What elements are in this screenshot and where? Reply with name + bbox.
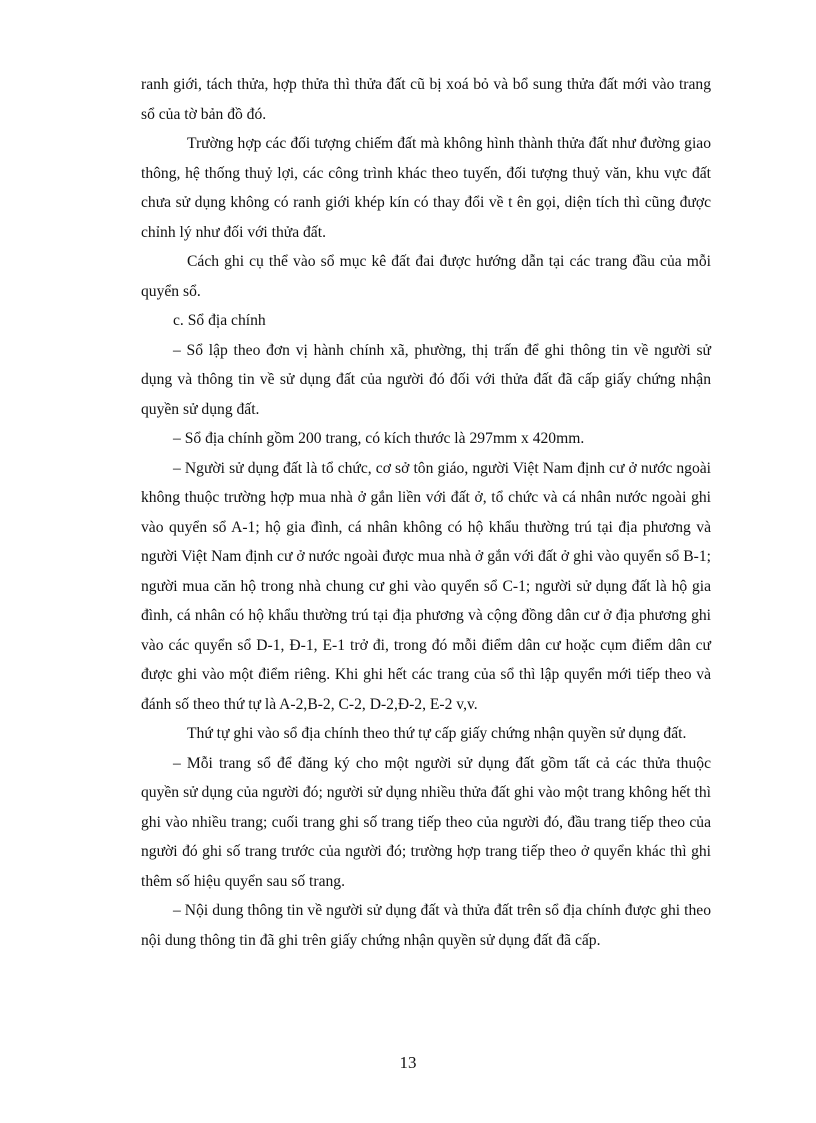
section-heading-so-dia-chinh: c. Sổ địa chính [173,312,266,329]
paragraph-book-volumes: – Người sử dụng đất là tổ chức, cơ sở tôn giáo, người Việt Nam định cư ở nước ngoài không thuộc trường hợp mua nhà ở gắn liền với đất ở, tổ chức và cá nhân nước ngoài ghi vào quyển sổ A-1; hộ gia đình, cá nhân không có hộ khẩu thường trú tại địa phương và người Việt Nam định cư ở nước ngoài được mua nhà ở gắn với đất ở ghi vào quyển sổ B-1; người mua căn hộ trong nhà chung cư ghi vào quyển sổ C-1; người sử dụng đất là hộ gia đình, cá nhân có hộ khẩu thường trú tại địa phương và cộng đồng dân cư ở địa phương ghi vào các quyển sổ D-1, Đ-1, E-1 trở đi, trong đó mỗi điểm dân cư hoặc cụm điểm dân cư được ghi vào một điểm riêng. Khi ghi hết các trang của sổ thì lập quyển mới tiếp theo và đánh số theo thứ tự là A-2,B-2, C-2, D-2,Đ-2, E-2 v,v. [141,459,711,713]
paragraph-book-size: – Sổ địa chính gồm 200 trang, có kích thước là 297mm x 420mm. [173,430,585,447]
paragraph-objects-not-parcels: Trường hợp các đối tượng chiếm đất mà không hình thành thửa đất như đường giao thông, hệ thống thuỷ lợi, các công trình khác theo tuyến, đối tượng thuỷ văn, khu vực đất chưa sử dụng không có ranh giới khép kín có thay đổi về t ên gọi, diện tích thì cũng được chỉnh lý như đối với thửa đất. [141,135,711,241]
paragraph-book-setup: – Sổ lập theo đơn vị hành chính xã, phường, thị trấn để ghi thông tin về người sử dụng và thông tin về sử dụng đất của người đó đối với thửa đất đã cấp giấy chứng nhận quyền sử dụng đất. [141,341,711,418]
paragraph-page-registration: – Mỗi trang sổ để đăng ký cho một người sử dụng đất gồm tất cả các thửa thuộc quyền sử dụng của người đó; người sử dụng nhiều thửa đất ghi vào một trang không hết thì ghi vào nhiều trang; cuối trang ghi số trang tiếp theo của người đó, đầu trang tiếp theo của người đó ghi số trang trước của người đó; trường hợp trang tiếp theo ở quyển khác thì ghi thêm số hiệu quyển sau số trang. [141,754,711,890]
paragraph-content-source: – Nội dung thông tin về người sử dụng đất và thửa đất trên sổ địa chính được ghi theo nội dung thông tin đã ghi trên giấy chứng nhận quyền sử dụng đất đã cấp. [141,902,711,949]
paragraph-recording-method: Cách ghi cụ thể vào sổ mục kê đất đai được hướng dẫn tại các trang đầu của mỗi quyển sổ. [141,253,711,300]
document-body [141,70,711,955]
page-number: 13 [399,1053,417,1072]
paragraph-continuation: ranh giới, tách thửa, hợp thửa thì thửa đất cũ bị xoá bỏ và bổ sung thửa đất mới vào trang sổ của tờ bản đồ đó. [141,76,711,123]
paragraph-recording-order: Thứ tự ghi vào sổ địa chính theo thứ tự cấp giấy chứng nhận quyền sử dụng đất. [187,725,687,742]
